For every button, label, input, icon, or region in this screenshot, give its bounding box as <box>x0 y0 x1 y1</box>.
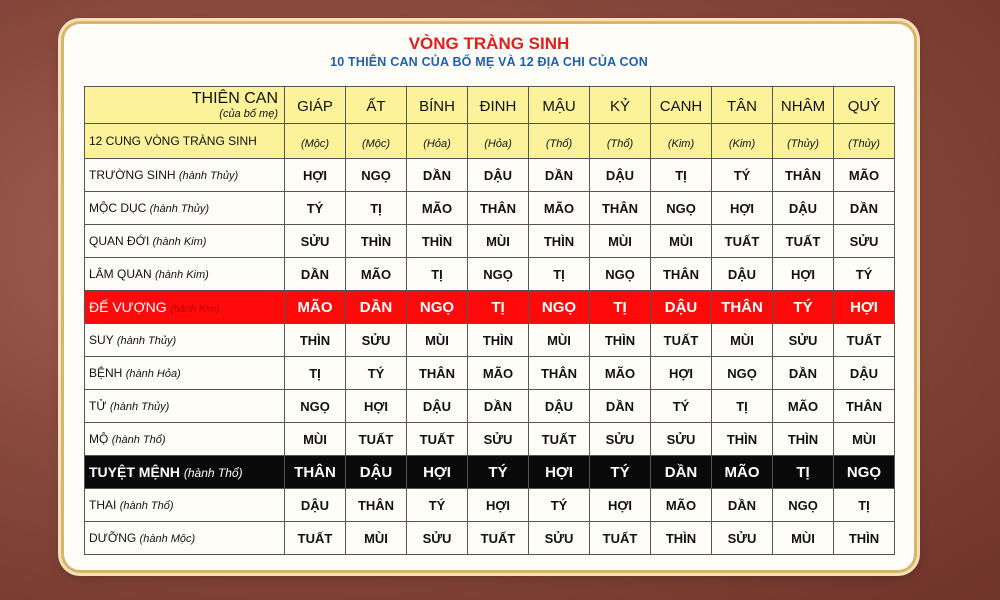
table-cell: THÂN <box>712 291 773 324</box>
stem-header <box>346 87 407 124</box>
table-cell: THÌN <box>346 225 407 258</box>
table-row <box>85 159 895 192</box>
table-cell: DẬU <box>773 192 834 225</box>
table-cell: MÃO <box>285 291 346 324</box>
table-cell: TUẤT <box>407 423 468 456</box>
stem-element: (Mộc) <box>346 124 407 159</box>
table-cell: TUẤT <box>773 225 834 258</box>
stem-name: CANH <box>659 97 703 115</box>
table-cell: SỬU <box>529 522 590 555</box>
table-cell: NGỌ <box>651 192 712 225</box>
table-cell: TỊ <box>529 258 590 291</box>
table-row <box>85 489 895 522</box>
stem-name: ẤT <box>366 97 386 115</box>
row-label: QUAN ĐỚI (hành Kim) <box>85 225 285 258</box>
table-cell: HỢI <box>590 489 651 522</box>
table-cell: THÌN <box>712 423 773 456</box>
table-cell: SỬU <box>468 423 529 456</box>
table-cell: THÂN <box>407 357 468 390</box>
table-cell: DẦN <box>285 258 346 291</box>
table-cell: TỊ <box>773 456 834 489</box>
table-cell: SỬU <box>590 423 651 456</box>
table-cell: TUẤT <box>834 324 895 357</box>
table-cell: HỢI <box>346 390 407 423</box>
table-cell: TÝ <box>529 489 590 522</box>
table-cell: DẬU <box>468 159 529 192</box>
table-cell: TỊ <box>468 291 529 324</box>
page-subtitle: 10 THIÊN CAN CỦA BỐ MẸ VÀ 12 ĐỊA CHI CỦA CON <box>330 55 648 69</box>
stem-header <box>285 87 346 124</box>
stem-name: BÍNH <box>419 97 455 115</box>
table-row <box>85 291 895 324</box>
table-cell: THÂN <box>590 192 651 225</box>
table-cell: DẬU <box>590 159 651 192</box>
table-cell: MÃO <box>834 159 895 192</box>
table-cell: HỢI <box>834 291 895 324</box>
stem-name: QUÝ <box>847 97 881 115</box>
table-cell: TUẤT <box>590 522 651 555</box>
table-cell: MÃO <box>712 456 773 489</box>
table-cell: MÃO <box>651 489 712 522</box>
table-cell: MÙI <box>773 522 834 555</box>
table-cell: DẦN <box>712 489 773 522</box>
table-cell: MÙI <box>651 225 712 258</box>
stem-element: (Mộc) <box>285 124 346 159</box>
table-cell: THÂN <box>773 159 834 192</box>
table-cell: MÙI <box>529 324 590 357</box>
stem-name: GIÁP <box>297 97 333 115</box>
row-label: DƯỠNG (hành Mộc) <box>85 522 285 555</box>
table-cell: DẬU <box>651 291 712 324</box>
table-cell: NGỌ <box>285 390 346 423</box>
table-cell: HỢI <box>468 489 529 522</box>
table-cell: NGỌ <box>407 291 468 324</box>
row-label: MỘ (hành Thổ) <box>85 423 285 456</box>
page-title: VÒNG TRÀNG SINH <box>408 34 570 53</box>
table-cell: MÙI <box>712 324 773 357</box>
table-cell: THÂN <box>468 192 529 225</box>
chart-card <box>64 24 914 570</box>
table-row <box>85 258 895 291</box>
row-label: TỬ (hành Thủy) <box>85 390 285 423</box>
table-cell: MÃO <box>773 390 834 423</box>
table-cell: DẦN <box>651 456 712 489</box>
table-cell: NGỌ <box>468 258 529 291</box>
stem-header <box>773 87 834 124</box>
table-cell: TUẤT <box>468 522 529 555</box>
row-label: MỘC DỤC (hành Thủy) <box>85 192 285 225</box>
table-cell: SỬU <box>346 324 407 357</box>
table-cell: DẦN <box>834 192 895 225</box>
thien-can-header: THIÊN CAN (của bố mẹ) <box>85 87 285 124</box>
table-cell: MÃO <box>407 192 468 225</box>
table-cell: MÃO <box>529 192 590 225</box>
table-cell: TUẤT <box>712 225 773 258</box>
table-cell: DẬU <box>285 489 346 522</box>
table-cell: MÃO <box>468 357 529 390</box>
table-cell: THÂN <box>834 390 895 423</box>
table-cell: TỊ <box>346 192 407 225</box>
table-cell: THÌN <box>834 522 895 555</box>
table-cell: SỬU <box>285 225 346 258</box>
table-cell: MÙI <box>834 423 895 456</box>
table-cell: TỊ <box>407 258 468 291</box>
table-cell: HỢI <box>651 357 712 390</box>
table-cell: TÝ <box>712 159 773 192</box>
stem-header <box>712 87 773 124</box>
table-cell: TỊ <box>285 357 346 390</box>
table-cell: THÂN <box>346 489 407 522</box>
table-row <box>85 456 895 489</box>
table-cell: DẬU <box>712 258 773 291</box>
stem-name: MẬU <box>542 97 576 115</box>
table-cell: MÙI <box>468 225 529 258</box>
row-label: ĐẾ VƯỢNG (hành Kim) <box>85 291 285 324</box>
stem-element: (Thủy) <box>834 124 895 159</box>
table-cell: DẦN <box>407 159 468 192</box>
table-cell: HỢI <box>529 456 590 489</box>
table-cell: SỬU <box>712 522 773 555</box>
table-cell: DẦN <box>529 159 590 192</box>
table-cell: TÝ <box>346 357 407 390</box>
table-cell: DẦN <box>773 357 834 390</box>
stem-header <box>834 87 895 124</box>
table-cell: SỬU <box>407 522 468 555</box>
stem-header <box>590 87 651 124</box>
table-cell: HỢI <box>712 192 773 225</box>
cung-header: 12 CUNG VÒNG TRÀNG SINH <box>85 124 285 159</box>
row-label: SUY (hành Thủy) <box>85 324 285 357</box>
table-cell: SỬU <box>651 423 712 456</box>
table-cell: SỬU <box>773 324 834 357</box>
table-cell: MÙI <box>590 225 651 258</box>
table-cell: DẦN <box>346 291 407 324</box>
stem-name: ĐINH <box>479 97 517 115</box>
table-cell: TÝ <box>285 192 346 225</box>
table-cell: NGỌ <box>346 159 407 192</box>
table-row <box>85 357 895 390</box>
table-cell: TỊ <box>651 159 712 192</box>
stem-element: (Thổ) <box>529 124 590 159</box>
stem-header <box>651 87 712 124</box>
table-cell: NGỌ <box>529 291 590 324</box>
table-cell: SỬU <box>834 225 895 258</box>
table-cell: THÌN <box>468 324 529 357</box>
table-cell: THÂN <box>529 357 590 390</box>
table-cell: TUẤT <box>529 423 590 456</box>
table-cell: DẦN <box>468 390 529 423</box>
table-cell: MÙI <box>407 324 468 357</box>
table-cell: TÝ <box>590 456 651 489</box>
table-row <box>85 423 895 456</box>
table-cell: TUẤT <box>285 522 346 555</box>
table-cell: TỊ <box>712 390 773 423</box>
table-cell: THÌN <box>407 225 468 258</box>
table-cell: TÝ <box>407 489 468 522</box>
table-cell: THÌN <box>590 324 651 357</box>
table-cell: HỢI <box>407 456 468 489</box>
stem-element: (Thủy) <box>773 124 834 159</box>
row-label: TUYỆT MỆNH (hành Thổ) <box>85 456 285 489</box>
stem-name: NHÂM <box>780 97 826 115</box>
table-cell: NGỌ <box>590 258 651 291</box>
stem-element: (Kim) <box>651 124 712 159</box>
table-cell: NGỌ <box>712 357 773 390</box>
table-row <box>85 390 895 423</box>
table-row <box>85 225 895 258</box>
table-row <box>85 192 895 225</box>
row-label: TRƯỜNG SINH (hành Thủy) <box>85 159 285 192</box>
table-cell: TÝ <box>651 390 712 423</box>
stem-element: (Thổ) <box>590 124 651 159</box>
table-cell: DẦN <box>590 390 651 423</box>
table-cell: TÝ <box>468 456 529 489</box>
table-cell: DẬU <box>834 357 895 390</box>
table-cell: MÃO <box>346 258 407 291</box>
stem-element: (Kim) <box>712 124 773 159</box>
stem-name: TÂN <box>727 97 757 115</box>
table-cell: THÌN <box>651 522 712 555</box>
table-cell: THÌN <box>773 423 834 456</box>
table-cell: TÝ <box>834 258 895 291</box>
stem-header <box>529 87 590 124</box>
table-cell: THÂN <box>651 258 712 291</box>
row-label: BỆNH (hành Hỏa) <box>85 357 285 390</box>
table-cell: THÂN <box>285 456 346 489</box>
stem-header <box>407 87 468 124</box>
table-cell: NGỌ <box>773 489 834 522</box>
stem-header <box>468 87 529 124</box>
table-cell: DẬU <box>346 456 407 489</box>
stem-element: (Hỏa) <box>407 124 468 159</box>
vong-trang-sinh-table <box>84 86 895 555</box>
table-cell: NGỌ <box>834 456 895 489</box>
table-cell: TUẤT <box>346 423 407 456</box>
table-cell: MÙI <box>285 423 346 456</box>
table-cell: DẬU <box>529 390 590 423</box>
table-cell: MÙI <box>346 522 407 555</box>
table-cell: HỢI <box>285 159 346 192</box>
table-cell: TỊ <box>590 291 651 324</box>
stem-element: (Hỏa) <box>468 124 529 159</box>
stem-name: KỶ <box>609 97 630 115</box>
row-label: LÂM QUAN (hành Kim) <box>85 258 285 291</box>
table-cell: TỊ <box>834 489 895 522</box>
table-row <box>85 522 895 555</box>
table-cell: DẬU <box>407 390 468 423</box>
table-cell: MÃO <box>590 357 651 390</box>
table-cell: HỢI <box>773 258 834 291</box>
table-cell: THÌN <box>529 225 590 258</box>
table-cell: TÝ <box>773 291 834 324</box>
table-cell: TUẤT <box>651 324 712 357</box>
table-row <box>85 324 895 357</box>
row-label: THAI (hành Thổ) <box>85 489 285 522</box>
table-cell: THÌN <box>285 324 346 357</box>
